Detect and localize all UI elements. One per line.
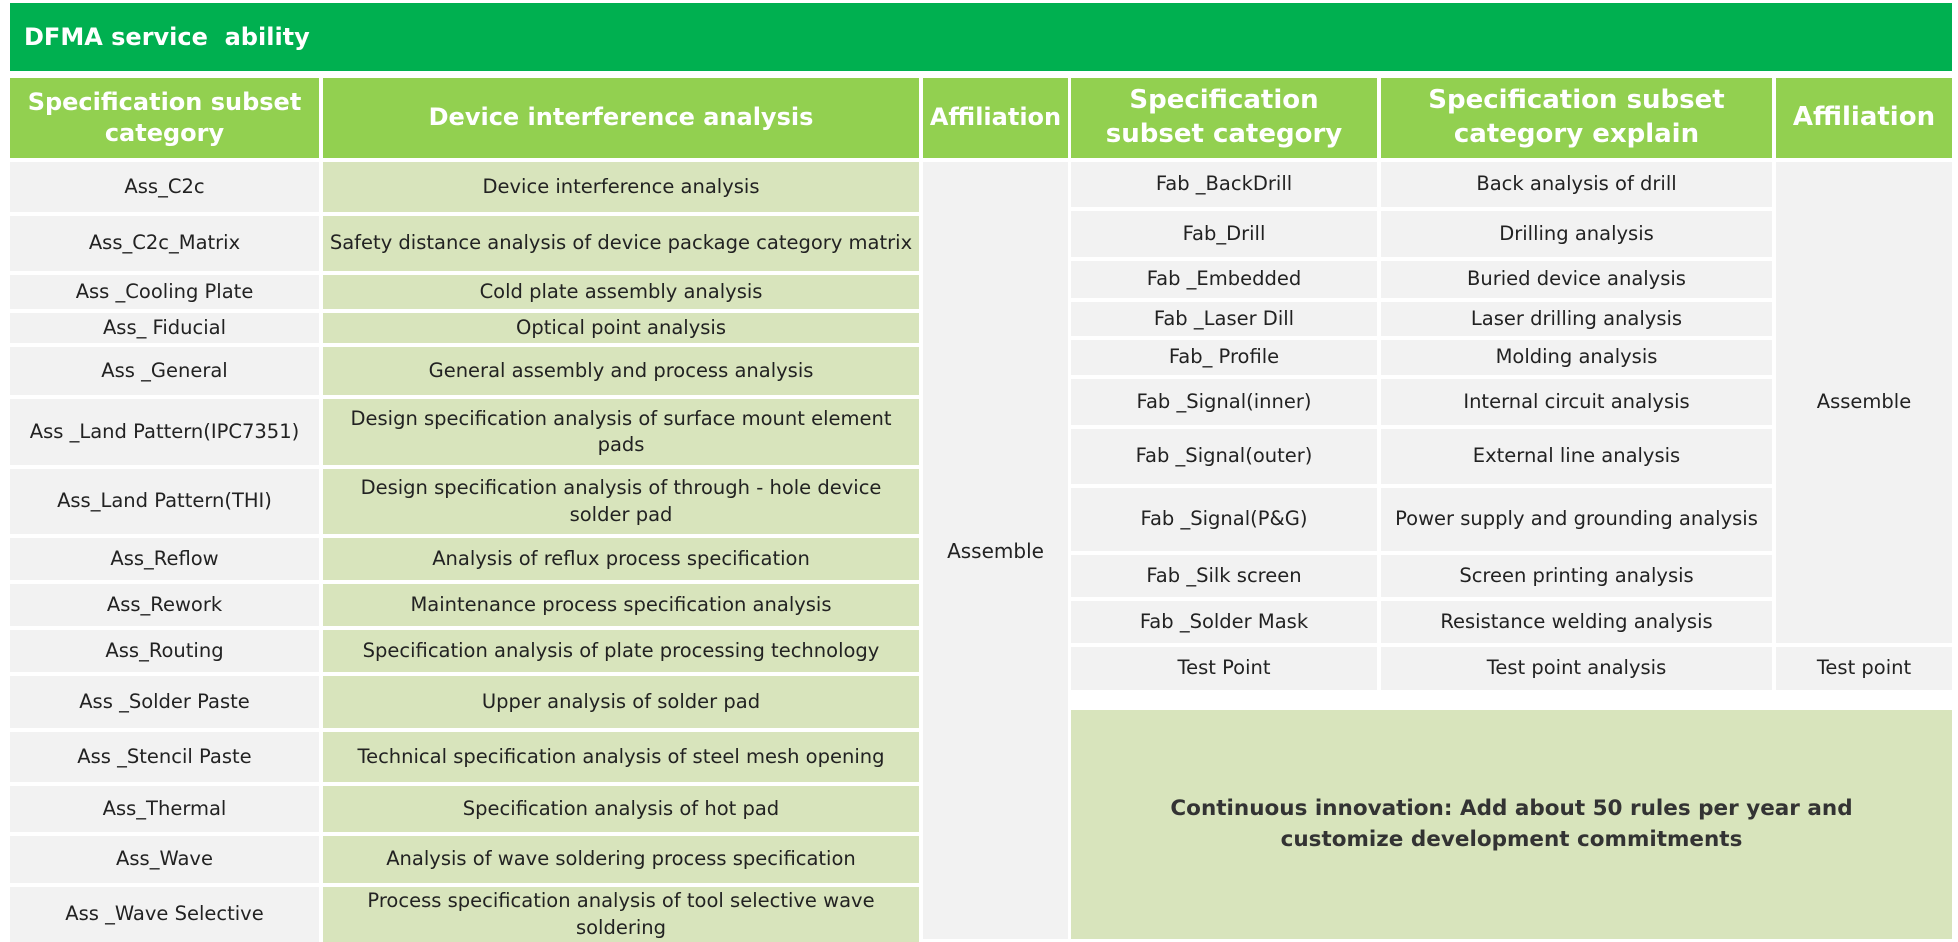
left-row-analysis: General assembly and process analysis [323, 347, 919, 395]
left-row-analysis: Maintenance process specification analysis [323, 584, 919, 626]
right-row-category: Fab _Signal(P&G) [1071, 488, 1377, 551]
right-row-category: Fab _Embedded [1071, 261, 1377, 298]
right-row-explain: Molding analysis [1381, 340, 1772, 375]
left-row-category: Ass _Land Pattern(IPC7351) [10, 399, 319, 465]
header-left-category: Specification subset category [10, 78, 319, 158]
right-row-category: Fab _BackDrill [1071, 162, 1377, 207]
innovation-panel [1071, 710, 1952, 939]
left-row-category: Ass_Reflow [10, 538, 319, 580]
right-row-explain: Screen printing analysis [1381, 555, 1772, 597]
right-row-category: Fab_Drill [1071, 211, 1377, 257]
left-row-category: Ass _General [10, 347, 319, 395]
page-title-banner: DFMA service ability [10, 3, 1952, 71]
left-row-category: Ass_C2c_Matrix [10, 216, 319, 271]
right-row-category: Fab _Signal(outer) [1071, 429, 1377, 484]
left-affiliation-cell: Assemble [923, 162, 1068, 939]
left-row-analysis: Design specification analysis of through - hole device solder pad [323, 469, 919, 534]
right-row-explain: Internal circuit analysis [1381, 379, 1772, 425]
right-row-explain: Laser drilling analysis [1381, 302, 1772, 336]
right-row-category: Fab _Solder Mask [1071, 601, 1377, 643]
left-row-analysis: Safety distance analysis of device package category matrix [323, 216, 919, 271]
header-right-category: Specification subset category [1071, 78, 1377, 158]
left-row-analysis: Optical point analysis [323, 313, 919, 343]
right-row-explain: External line analysis [1381, 429, 1772, 484]
right-table [1071, 78, 1952, 690]
left-row-category: Ass _Cooling Plate [10, 275, 319, 309]
header-right-affiliation: Affiliation [1776, 78, 1952, 158]
right-affiliation-assemble: Assemble [1776, 162, 1952, 643]
right-row-explain: Back analysis of drill [1381, 162, 1772, 207]
right-row-explain: Drilling analysis [1381, 211, 1772, 257]
left-row-analysis: Design specification analysis of surface mount element pads [323, 399, 919, 465]
right-row-explain: Buried device analysis [1381, 261, 1772, 298]
left-table [10, 78, 920, 942]
left-row-analysis: Analysis of reflux process specification [323, 538, 919, 580]
left-row-category: Ass_C2c [10, 162, 319, 212]
left-row-analysis: Specification analysis of plate processing technology [323, 630, 919, 672]
left-row-category: Ass_Wave [10, 836, 319, 883]
left-row-category: Ass_ Fiducial [10, 313, 319, 343]
right-row-explain: Power supply and grounding analysis [1381, 488, 1772, 551]
left-row-analysis: Device interference analysis [323, 162, 919, 212]
left-row-category: Ass _Solder Paste [10, 676, 319, 728]
right-row-category: Fab _Silk screen [1071, 555, 1377, 597]
left-row-analysis: Cold plate assembly analysis [323, 275, 919, 309]
left-row-category: Ass _Wave Selective [10, 887, 319, 942]
header-right-explain: Specification subset category explain [1381, 78, 1772, 158]
left-row-analysis: Analysis of wave soldering process specification [323, 836, 919, 883]
test-point-affiliation: Test point [1776, 647, 1952, 690]
left-row-category: Ass_Thermal [10, 786, 319, 832]
test-point-category: Test Point [1071, 647, 1377, 690]
left-row-category: Ass_Land Pattern(THI) [10, 469, 319, 534]
innovation-text: Continuous innovation: Add about 50 rules per year and customize development commitments [1170, 796, 1853, 852]
left-row-analysis: Upper analysis of solder pad [323, 676, 919, 728]
header-left-affiliation: Affiliation [923, 78, 1068, 158]
header-left-analysis: Device interference analysis [323, 78, 919, 158]
left-row-category: Ass_Routing [10, 630, 319, 672]
left-row-category: Ass _Stencil Paste [10, 732, 319, 782]
test-point-explain: Test point analysis [1381, 647, 1772, 690]
right-row-category: Fab_ Profile [1071, 340, 1377, 375]
right-row-category: Fab _Laser Dill [1071, 302, 1377, 336]
right-row-explain: Resistance welding analysis [1381, 601, 1772, 643]
left-row-analysis: Process specification analysis of tool selective wave soldering [323, 887, 919, 942]
left-row-category: Ass_Rework [10, 584, 319, 626]
left-row-analysis: Technical specification analysis of steel mesh opening [323, 732, 919, 782]
right-row-category: Fab _Signal(inner) [1071, 379, 1377, 425]
left-row-analysis: Specification analysis of hot pad [323, 786, 919, 832]
